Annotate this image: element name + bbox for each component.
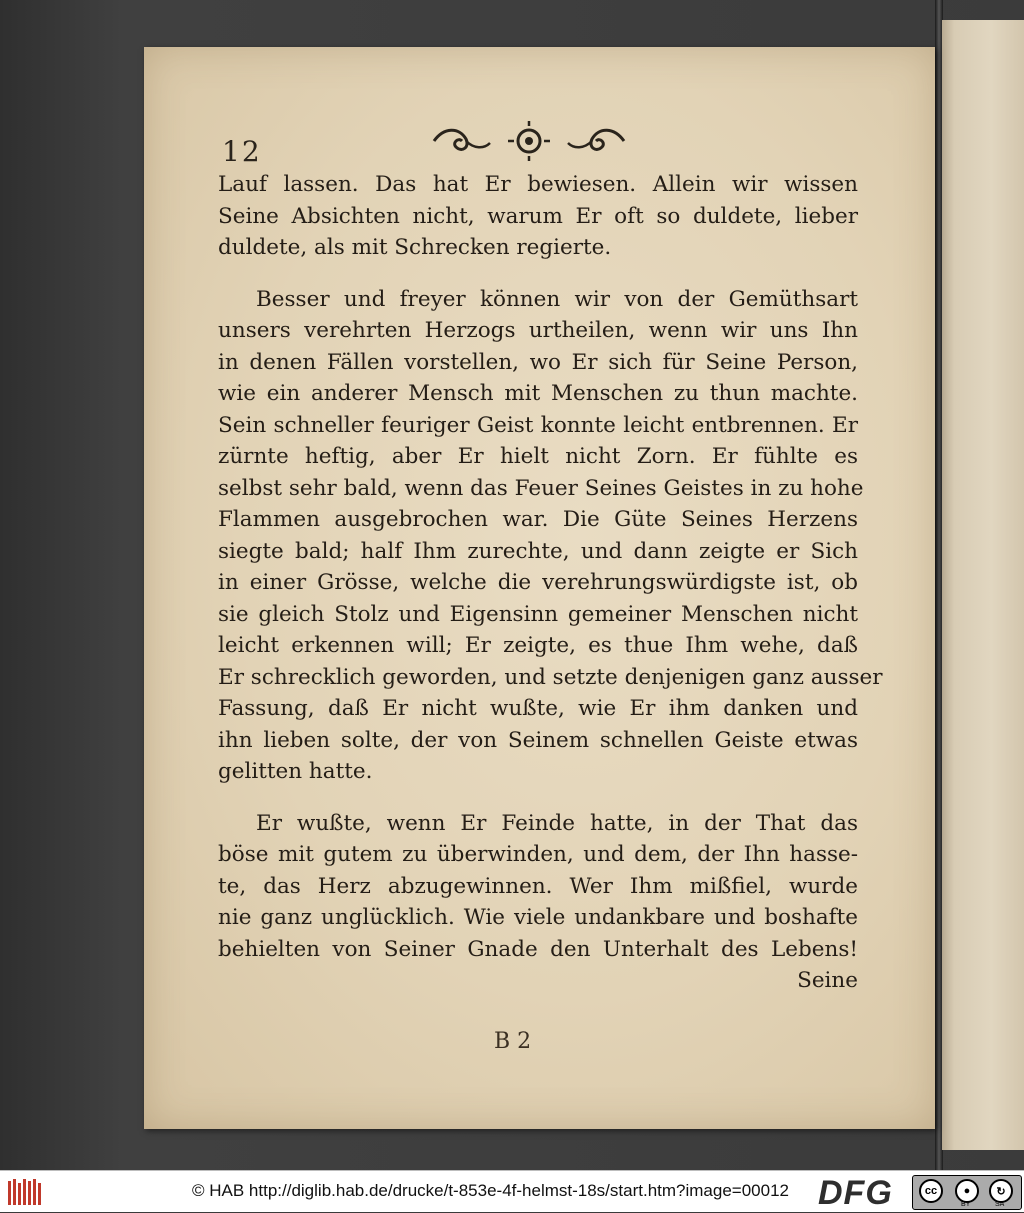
- text-line: gelitten hatte.: [218, 759, 373, 784]
- copyright-link[interactable]: © HAB http://diglib.hab.de/drucke/t-853e-4f-helmst-18s/start.htm?image=00012: [192, 1181, 789, 1200]
- text-line: Seine Absichten nicht, warum Er oft so duldete, lieber: [218, 203, 858, 229]
- text-line: in einer Grösse, welche die verehrungswürdigste ist, ob: [218, 570, 858, 595]
- share-alike-icon: ↻: [989, 1179, 1013, 1203]
- text-line: leicht erkennen will; Er zeigte, es thue Ihm wehe, daß: [218, 633, 858, 658]
- text-line: selbst sehr bald, wenn das Feuer Seines Geistes in zu hohe: [218, 475, 864, 501]
- dfg-logo[interactable]: DFG: [818, 1174, 893, 1212]
- text-line: Besser und freyer können wir von der Gemüthsart: [256, 286, 858, 312]
- text-line: Fassung, daß Er nicht wußte, wie Er ihm danken und: [218, 696, 858, 721]
- footer-bar: [0, 1170, 1024, 1212]
- text-line: duldete, als mit Schrecken regierte.: [218, 235, 612, 260]
- cc-icon: cc: [919, 1179, 943, 1203]
- text-line: Lauf lassen. Das hat Er bewiesen. Allein wir wissen: [218, 172, 858, 197]
- page-text: [218, 169, 883, 997]
- text-line: nie ganz unglücklich. Wie viele undankbare und boshafte: [218, 905, 858, 930]
- text-line: te, das Herz abzugewinnen. Wer Ihm mißfiel, wurde: [218, 873, 858, 899]
- book-page: [144, 47, 935, 1129]
- text-line: Sein schneller feuriger Geist konnte leicht entbrennen. Er: [218, 412, 858, 438]
- ornament-icon: [424, 119, 634, 163]
- text-line: behielten von Seiner Gnade den Unterhalt des Lebens!: [218, 936, 858, 962]
- signature-mark: B 2: [494, 1029, 532, 1054]
- by-label: BY: [961, 1201, 971, 1208]
- paragraph-1: [218, 169, 858, 264]
- text-line: in denen Fällen vorstellen, wo Er sich für Seine Person,: [218, 349, 858, 375]
- paragraph-2: [218, 284, 883, 788]
- text-line: wie ein anderer Mensch mit Menschen zu thun machte.: [218, 381, 858, 406]
- text-line: Er schrecklich geworden, und setzte denjenigen ganz ausser: [218, 664, 883, 690]
- text-line: unsers verehrten Herzogs urtheilen, wenn wir uns Ihn: [218, 318, 858, 343]
- facing-page-edge: [942, 20, 1024, 1150]
- paragraph-3: [218, 808, 858, 997]
- text-line: sie gleich Stolz und Eigensinn gemeiner Menschen nicht: [218, 601, 858, 627]
- text-line: ihn lieben solte, der von Seinem schnellen Geiste etwas: [218, 727, 858, 753]
- text-line: Flammen ausgebrochen war. Die Güte Seines Herzens: [218, 507, 858, 532]
- text-line: böse mit gutem zu überwinden, und dem, der Ihn hasse-: [218, 842, 858, 867]
- person-icon: ●: [955, 1179, 979, 1203]
- cc-license-badge[interactable]: [912, 1175, 1022, 1210]
- text-line: Er wußte, wenn Er Feinde hatte, in der That das: [256, 810, 858, 836]
- catchword: Seine: [797, 968, 858, 993]
- sa-label: SA: [995, 1201, 1005, 1208]
- text-line: zürnte heftig, aber Er hielt nicht Zorn. Er fühlte es: [218, 444, 858, 469]
- hab-logo-icon[interactable]: [6, 1177, 46, 1207]
- page-number: 12: [222, 135, 262, 168]
- text-line: siegte bald; half Ihm zurechte, und dann zeigte er Sich: [218, 538, 858, 564]
